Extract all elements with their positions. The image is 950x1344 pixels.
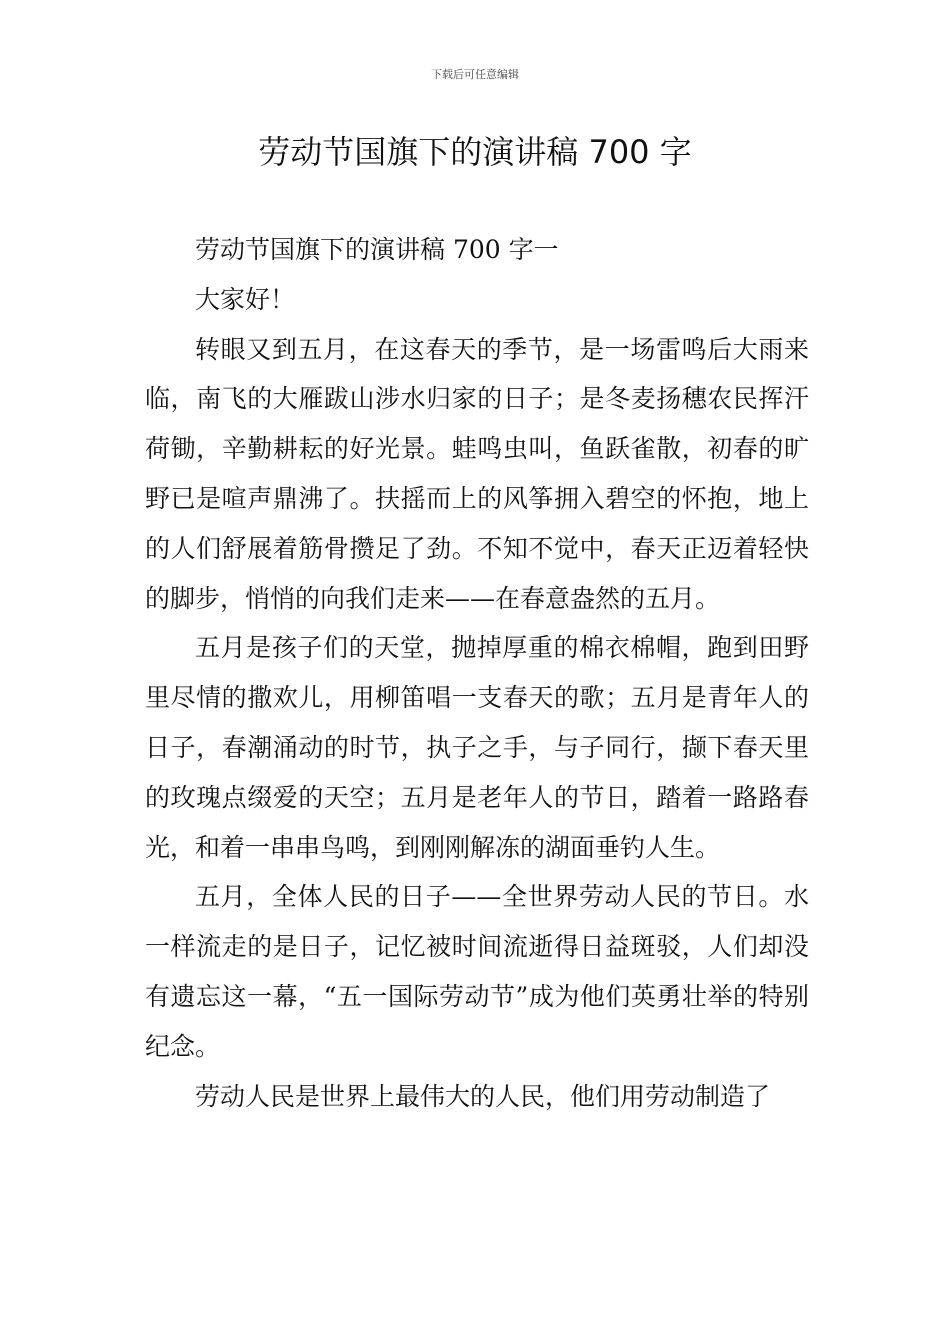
paragraph: 劳动人民是世界上最伟大的人民，他们用劳动制造了	[195, 1081, 771, 1111]
document-title: 劳动节国旗下的演讲稿 700 字	[258, 133, 692, 171]
paragraph-greeting: 大家好！	[195, 284, 296, 314]
paragraph: 五月，全体人民的日子——全世界劳动人民的节日。水一样流走的是日子，记忆被时间流逝得日益斑驳，人们却没有遗忘这一幕，“五一国际劳动节”成为他们英勇壮举的特别纪念。	[145, 882, 809, 1061]
document-body	[145, 225, 809, 1121]
paragraph-subtitle: 劳动节国旗下的演讲稿 700 字一	[195, 235, 559, 264]
paragraph: 五月是孩子们的天堂，抛掉厚重的棉衣棉帽，跑到田野里尽情的撒欢儿，用柳笛唱一支春天的歌；五月是青年人的日子，春潮涌动的时节，执子之手，与子同行，撷下春天里的玫瑰点缀爱的天空；五月是老年人的节日，踏着一路路春光，和着一串串鸟鸣，到刚刚解冻的湖面垂钓人生。	[145, 633, 809, 862]
paragraph: 转眼又到五月，在这春天的季节，是一场雷鸣后大雨来临，南飞的大雁跋山涉水归家的日子；是冬麦扬穗农民挥汗荷锄，辛勤耕耘的好光景。蛙鸣虫叫，鱼跃雀散，初春的旷野已是喧声鼎沸了。扶摇而上的风筝拥入碧空的怀抱，地上的人们舒展着筋骨攒足了劲。不知不觉中，春天正迈着轻快的脚步，悄悄的向我们走来——在春意盎然的五月。	[145, 334, 809, 613]
header-note: 下载后可任意编辑	[431, 68, 519, 81]
